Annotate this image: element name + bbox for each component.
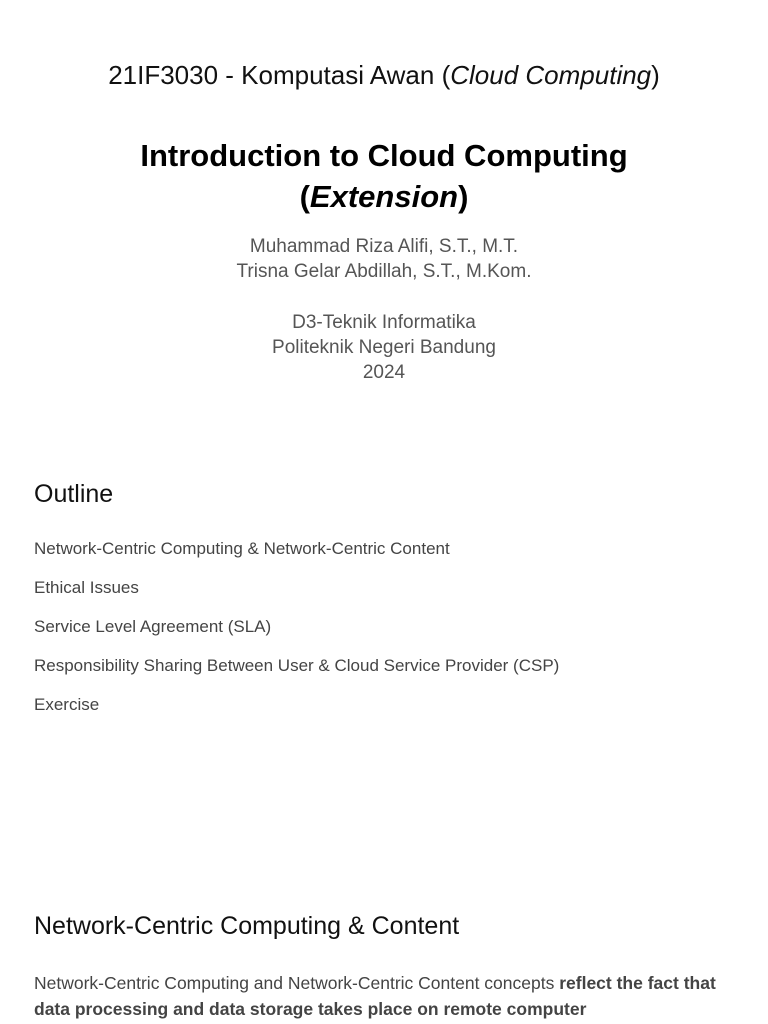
paragraph-bold-text: reflect the fact that data processing and data storage takes place on remote computer <box>34 973 716 1019</box>
title-extension: Extension <box>309 179 459 214</box>
outline-item: Ethical Issues <box>34 578 139 597</box>
course-name-italic: Cloud Computing <box>450 60 652 90</box>
title-close-paren: ) <box>458 179 469 214</box>
outline-item: Responsibility Sharing Between User & Cloud Service Provider (CSP) <box>34 656 560 675</box>
outline-item: Exercise <box>34 695 100 714</box>
author-1: Muhammad Riza Alifi, S.T., M.T. <box>249 236 519 257</box>
section-heading: Network-Centric Computing & Content <box>34 912 460 940</box>
outline-heading: Outline <box>34 480 114 508</box>
department: D3-Teknik Informatika <box>292 312 476 333</box>
spacer <box>0 284 768 310</box>
title-line-2 <box>0 176 768 217</box>
course-suffix: ) <box>651 60 660 90</box>
institution: Politeknik Negeri Bandung <box>272 337 496 358</box>
author-2: Trisna Gelar Abdillah, S.T., M.Kom. <box>236 261 532 282</box>
title-open-paren: ( <box>299 179 310 214</box>
paragraph-text: Network-Centric Computing and Network-Centric Content concepts <box>34 973 560 993</box>
author-block <box>0 234 768 385</box>
course-title <box>0 58 768 92</box>
year: 2024 <box>362 362 406 383</box>
outline-list <box>34 538 559 733</box>
section-paragraph <box>34 970 734 1022</box>
outline-item: Service Level Agreement (SLA) <box>34 617 272 636</box>
course-code: 21IF3030 - Komputasi Awan ( <box>108 60 451 90</box>
page-title <box>0 135 768 217</box>
outline-item: Network-Centric Computing & Network-Centric Content <box>34 539 450 558</box>
title-line-1: Introduction to Cloud Computing <box>140 138 628 173</box>
